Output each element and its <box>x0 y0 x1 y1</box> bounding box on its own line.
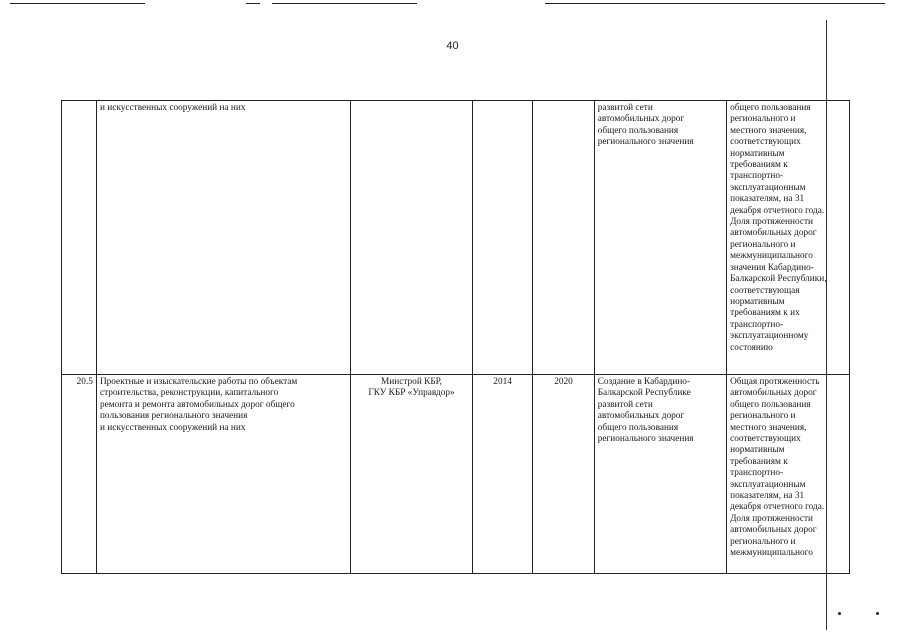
start-year: 2014 <box>472 375 532 574</box>
target-indicator: Общая протяженность автомобильных дорог общего пользования регионального и местного значения, соответствующих нормативным требованиям к транспортно- эксплуатационным показателям, на 31 декабря отчетного года. Доля протяженности автомобильных дорог регионального и межмуниципального <box>727 375 850 574</box>
expected-result: Создание в Кабардино- Балкарской Республике развитой сети автомобильных дорог общего пользования регионального значения <box>594 375 726 574</box>
scan-dot-1 <box>838 612 841 615</box>
scan-line-top-middle <box>272 3 417 4</box>
scan-line-top-right <box>545 3 885 4</box>
row-number: 20.5 <box>62 375 97 574</box>
scan-line-top-middle-short <box>246 3 260 4</box>
row-number <box>62 101 97 375</box>
scan-dot-2 <box>876 612 879 615</box>
activity-name: и искусственных сооружений на них <box>96 101 350 375</box>
page-number: 40 <box>446 40 459 52</box>
scan-line-top-left <box>10 3 145 4</box>
executor <box>351 101 473 375</box>
target-indicator: общего пользования регионального и местного значения, соответствующих нормативным требованиям к транспортно- эксплуатационным показателям, на 31 декабря отчетного года. Доля протяженности автомобильных дорог регионального и межмуниципального значения Кабардино- Балкарской Республики, соответствующая нормативным требованиям к их транспортно- эксплуатационному состоянию <box>727 101 850 375</box>
executor: Минстрой КБР, ГКУ КБР «Управдор» <box>351 375 473 574</box>
table-row <box>62 375 850 574</box>
program-table <box>61 100 850 574</box>
end-year <box>533 101 594 375</box>
table-row <box>62 101 850 375</box>
end-year: 2020 <box>533 375 594 574</box>
activity-name: Проектные и изыскательские работы по объектам строительства, реконструкции, капитального ремонта и ремонта автомобильных дорог общего пользования регионального значения и искусственных сооружений на них <box>96 375 350 574</box>
start-year <box>472 101 532 375</box>
expected-result: развитой сети автомобильных дорог общего пользования регионального значения <box>594 101 726 375</box>
